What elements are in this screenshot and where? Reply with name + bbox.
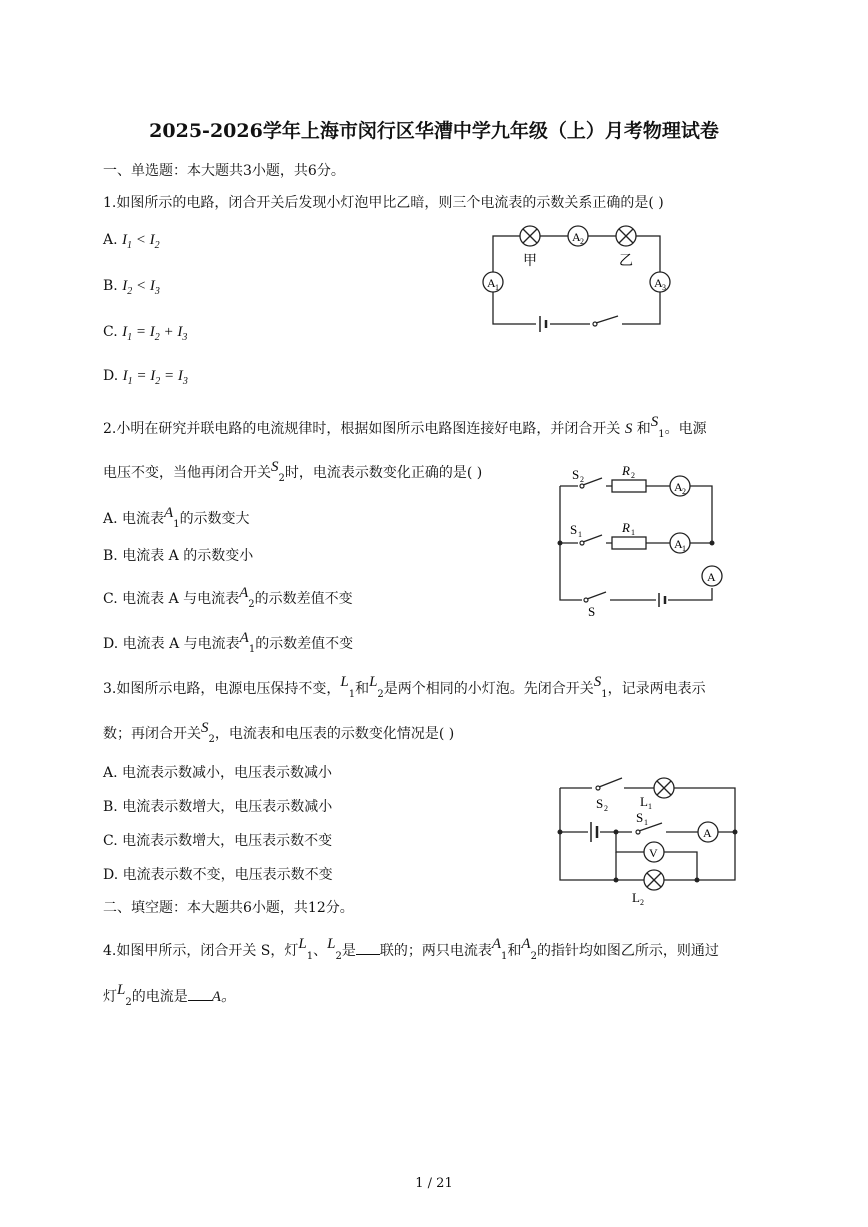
svg-text:V: V <box>649 846 658 860</box>
svg-text:S: S <box>596 796 604 811</box>
label-yi: 乙 <box>619 254 633 269</box>
svg-text:2: 2 <box>604 804 608 813</box>
question-2-stem-line-1: 2.小明在研究并联电路的电流规律时，根据如图所示电路图连接好电路，并闭合开关 S 和$S_1$。电源 <box>103 414 707 440</box>
question-2-option-c: C. 电流表 A 与电流表$A_2$的示数差值不变 <box>103 585 353 610</box>
svg-text:1: 1 <box>631 528 635 537</box>
svg-text:1: 1 <box>495 283 499 292</box>
svg-text:1: 1 <box>648 802 652 811</box>
question-1-circuit-diagram <box>478 220 678 332</box>
svg-text:S: S <box>570 522 578 537</box>
battery-icon <box>656 592 668 608</box>
ammeter-a2-icon <box>568 226 588 246</box>
ammeter-a1-icon <box>670 533 690 553</box>
svg-text:2: 2 <box>580 475 584 484</box>
svg-text:2: 2 <box>580 237 584 246</box>
lamp-yi-icon <box>616 226 636 246</box>
switch-s-icon <box>582 592 610 619</box>
ammeter-a-icon <box>698 822 718 842</box>
question-1-option-c: C. $I_1 = I_2 + I_3$ <box>103 324 188 343</box>
svg-text:R: R <box>622 463 630 478</box>
svg-text:S: S <box>572 467 580 482</box>
question-3-option-c: C. 电流表示数增大，电压表示数不变 <box>103 833 333 849</box>
svg-text:2: 2 <box>640 898 644 907</box>
svg-text:S: S <box>588 604 596 619</box>
question-1-option-d: D. $I_1 = I_2 = I_3$ <box>103 368 188 387</box>
resistor-r1-icon <box>612 520 646 549</box>
page-number: 1 / 21 <box>415 1176 453 1191</box>
svg-text:A: A <box>674 537 683 551</box>
svg-text:L: L <box>640 794 648 809</box>
question-3-option-a: A. 电流表示数减小，电压表示数减小 <box>103 765 333 781</box>
answer-blank-current-l2[interactable] <box>188 988 212 1001</box>
svg-text:L: L <box>632 890 640 905</box>
svg-text:R: R <box>622 520 630 535</box>
question-3-option-b: B. 电流表示数增大，电压表示数减小 <box>103 799 333 815</box>
svg-text:S: S <box>636 810 644 825</box>
svg-text:A: A <box>707 570 716 584</box>
label-jia: 甲 <box>523 254 537 269</box>
ammeter-a3-icon <box>650 272 670 292</box>
question-1-option-a: A. $I_1 < I_2$ <box>103 232 160 251</box>
lamp-l2-icon <box>632 870 664 907</box>
svg-text:2: 2 <box>682 487 686 496</box>
svg-text:2: 2 <box>631 471 635 480</box>
question-4-stem-line-2: 灯$L_2$的电流是 A。 <box>103 982 236 1008</box>
ammeter-a2-icon <box>670 476 690 496</box>
question-1-option-b: B. $I_2 < I_3$ <box>103 278 160 297</box>
svg-text:A: A <box>572 230 581 244</box>
svg-text:1: 1 <box>578 530 582 539</box>
page-title: 2025-2026学年上海市闵行区华漕中学九年级（上）月考物理试卷 <box>149 120 719 142</box>
ammeter-a-icon <box>702 566 722 586</box>
switch-s1-icon <box>632 810 666 836</box>
question-3-stem-line-1: 3.如图所示电路，电源电压保持不变，$L_1$和$L_2$是两个相同的小灯泡。先闭合开关$S_1$，记录两电表示 <box>103 674 706 700</box>
ammeter-a1-icon <box>483 272 503 292</box>
svg-text:A: A <box>674 480 683 494</box>
question-2-option-d: D. 电流表 A 与电流表$A_1$的示数差值不变 <box>103 630 354 655</box>
question-2-circuit-diagram <box>552 460 732 620</box>
svg-text:A: A <box>703 826 712 840</box>
svg-text:3: 3 <box>662 283 666 292</box>
question-2-option-a: A. 电流表$A_1$的示数变大 <box>103 505 250 530</box>
svg-text:1: 1 <box>644 818 648 827</box>
voltmeter-v-icon <box>644 842 664 862</box>
svg-text:A: A <box>654 276 663 290</box>
battery-icon <box>536 316 550 332</box>
question-3-option-d: D. 电流表示数不变，电压表示数不变 <box>103 867 333 883</box>
question-2-option-b: B. 电流表 A 的示数变小 <box>103 548 254 564</box>
lamp-l1-icon <box>640 778 674 811</box>
svg-text:1: 1 <box>682 544 686 553</box>
question-3-stem-line-2: 数；再闭合开关$S_2$，电流表和电压表的示数变化情况是( ) <box>103 720 455 745</box>
resistor-r2-icon <box>612 463 646 492</box>
answer-blank-connection-type[interactable] <box>356 942 380 955</box>
switch-icon <box>590 316 622 328</box>
question-4-stem-line-1: 4.如图甲所示，闭合开关 S，灯$L_1$、$L_2$是 联的；两只电流表$A_1$和$A_2$的指针均如图乙所示，则通过 <box>103 936 719 962</box>
section-heading-fill-in: 二、填空题：本大题共6小题，共12分。 <box>103 900 354 916</box>
question-2-stem-line-2: 电压不变，当他再闭合开关$S_2$时，电流表示数变化正确的是( ) <box>103 459 483 484</box>
battery-icon <box>588 822 600 842</box>
question-1-stem: 1.如图所示的电路，闭合开关后发现小灯泡甲比乙暗，则三个电流表的示数关系正确的是( ) <box>103 195 664 211</box>
svg-text:A: A <box>487 276 496 290</box>
question-3-circuit-diagram <box>552 770 742 910</box>
section-heading-single-choice: 一、单选题：本大题共3小题，共6分。 <box>103 163 345 179</box>
lamp-jia-icon <box>520 226 540 246</box>
switch-s2-icon <box>592 778 624 813</box>
